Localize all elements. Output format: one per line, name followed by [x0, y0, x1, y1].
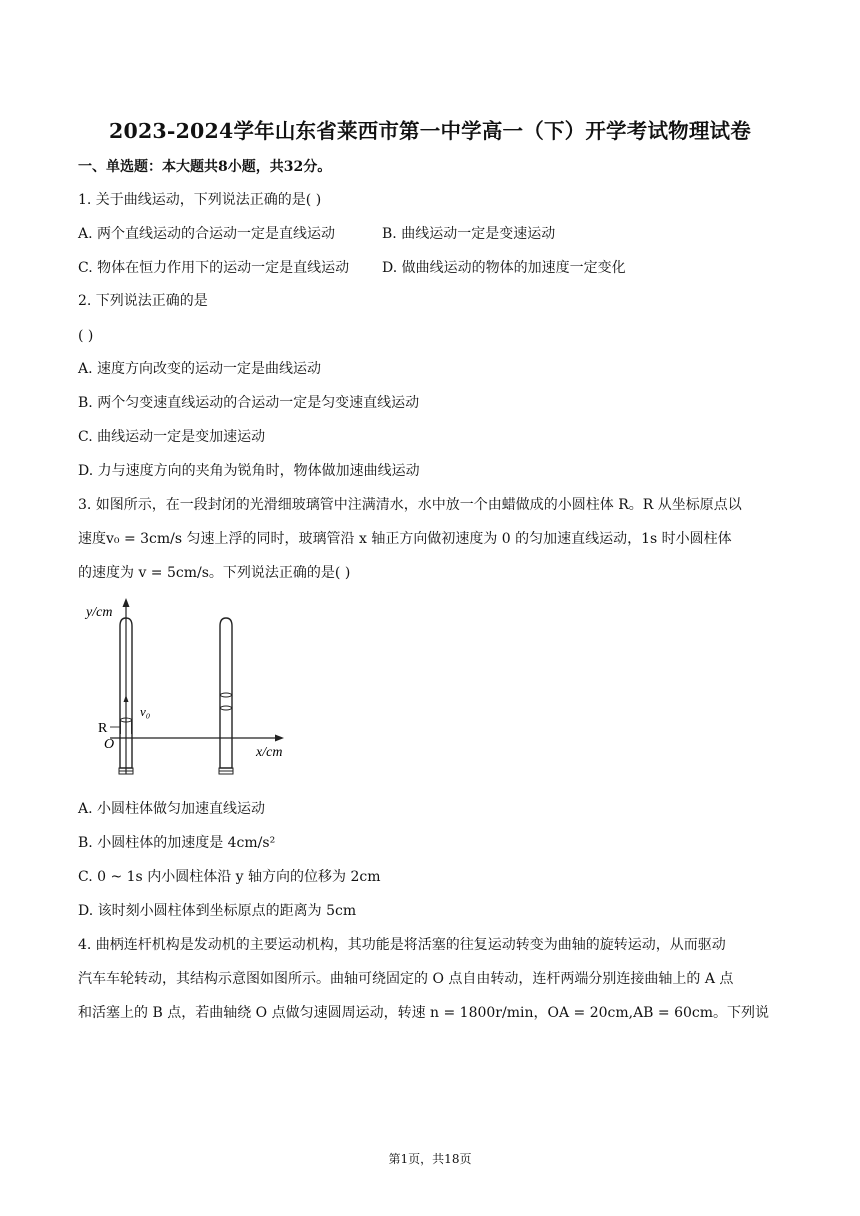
q1-stem: 1. 关于曲线运动，下列说法正确的是( )	[78, 192, 322, 208]
q2-paren: ( )	[78, 328, 94, 344]
fig-x-label: x/cm	[256, 745, 283, 760]
q3-stem-line3: 的速度为 v = 5cm/s。下列说法正确的是( )	[78, 565, 351, 581]
q4-stem-line1: 4. 曲柄连杆机构是发动机的主要运动机构，其功能是将活塞的往复运动转变为曲轴的旋转运动，从而驱动	[78, 937, 726, 953]
fig-v0-label: v₀	[140, 704, 151, 719]
q3-stem-line1: 3. 如图所示，在一段封闭的光滑细玻璃管中注满清水，水中放一个由蜡做成的小圆柱体 R。R 从坐标原点以	[78, 497, 742, 513]
q1-option-c: C. 物体在恒力作用下的运动一定是直线运动	[78, 260, 350, 276]
q4-stem-line2: 汽车车轮转动，其结构示意图如图所示。曲轴可绕固定的 O 点自由转动，连杆两端分别连接曲轴上的 A 点	[78, 971, 734, 987]
exam-title: 2023-2024学年山东省莱西市第一中学高一（下）开学考试物理试卷	[109, 119, 751, 143]
q1-option-d: D. 做曲线运动的物体的加速度一定变化	[382, 260, 626, 276]
fig-y-label: y/cm	[86, 605, 113, 620]
fig-o-label: O	[104, 737, 115, 752]
q2-option-c: C. 曲线运动一定是变加速运动	[78, 429, 266, 445]
q3-option-c: C. 0 ~ 1s 内小圆柱体沿 y 轴方向的位移为 2cm	[78, 869, 381, 885]
q3-option-b: B. 小圆柱体的加速度是 4cm/s²	[78, 835, 276, 851]
q1-option-a: A. 两个直线运动的合运动一定是直线运动	[78, 226, 336, 242]
q3-figure	[80, 596, 300, 782]
q2-option-d: D. 力与速度方向的夹角为锐角时，物体做加速曲线运动	[78, 463, 420, 479]
q2-stem: 2. 下列说法正确的是	[78, 293, 208, 309]
q2-option-b: B. 两个匀变速直线运动的合运动一定是匀变速直线运动	[78, 395, 420, 411]
q4-stem-line3: 和活塞上的 B 点，若曲轴绕 O 点做匀速圆周运动，转速 n = 1800r/min，OA = 20cm,AB = 60cm。下列说	[78, 1005, 770, 1021]
page-footer: 第1页，共18页	[388, 1152, 472, 1166]
q1-option-b: B. 曲线运动一定是变速运动	[382, 226, 556, 242]
fig-r-label: R	[98, 721, 108, 736]
q3-stem-line2: 速度v₀ = 3cm/s 匀速上浮的同时，玻璃管沿 x 轴正方向做初速度为 0 的匀加速直线运动，1s 时小圆柱体	[78, 531, 732, 547]
section-heading: 一、单选题：本大题共8小题，共32分。	[78, 159, 332, 175]
q3-option-d: D. 该时刻小圆柱体到坐标原点的距离为 5cm	[78, 903, 357, 919]
q2-option-a: A. 速度方向改变的运动一定是曲线运动	[78, 361, 322, 377]
q3-option-a: A. 小圆柱体做匀加速直线运动	[78, 801, 266, 817]
